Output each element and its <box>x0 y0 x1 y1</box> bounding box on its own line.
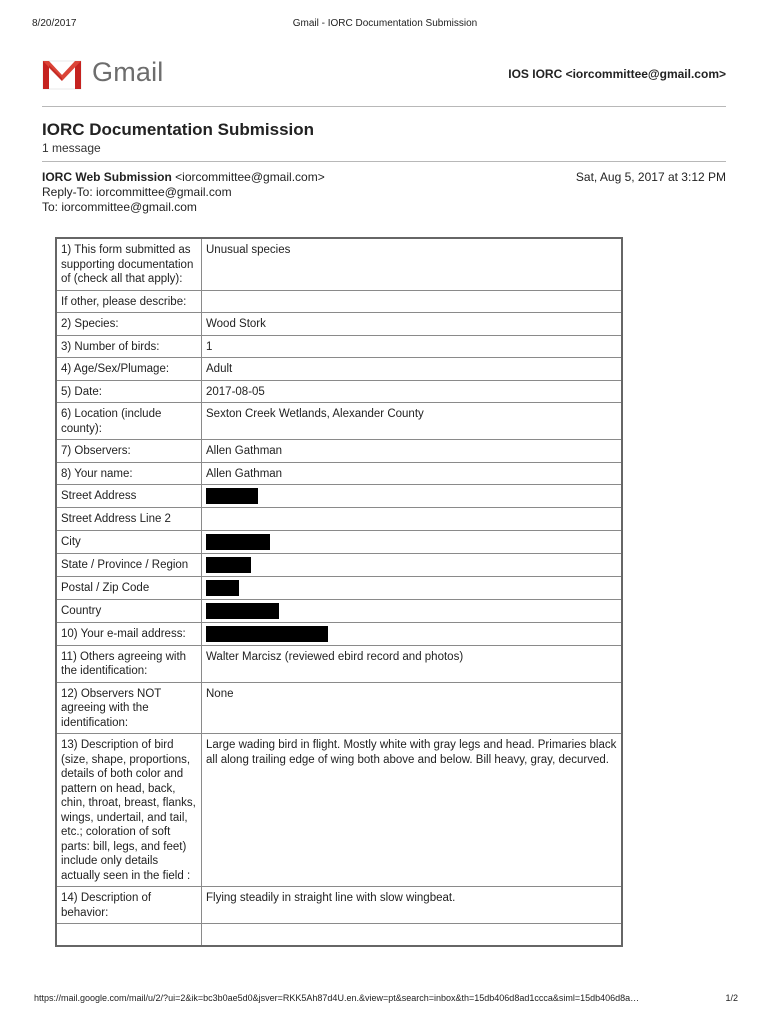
form-field-value: Wood Stork <box>202 313 623 336</box>
form-field-label: 2) Species: <box>56 313 202 336</box>
form-field-label: 14) Description of behavior: <box>56 887 202 924</box>
form-row <box>56 462 622 485</box>
form-field-label: Street Address <box>56 485 202 508</box>
form-body <box>56 238 622 946</box>
form-field-label: 12) Observers NOT agreeing with the identification: <box>56 682 202 734</box>
form-field-value: Allen Gathman <box>202 462 623 485</box>
form-row <box>56 599 622 622</box>
form-field-label: 8) Your name: <box>56 462 202 485</box>
submission-form-table <box>55 237 623 947</box>
header-divider <box>42 106 726 107</box>
form-field-label: 11) Others agreeing with the identification: <box>56 645 202 682</box>
form-row <box>56 238 622 290</box>
form-field-value: None <box>202 682 623 734</box>
form-field-value <box>202 599 623 622</box>
form-field-label: City <box>56 530 202 553</box>
to-line: To: iorcommittee@gmail.com <box>42 200 197 214</box>
form-row <box>56 734 622 887</box>
form-row <box>56 440 622 463</box>
form-field-label <box>56 924 202 946</box>
from-line <box>42 170 325 185</box>
form-field-value: 2017-08-05 <box>202 380 623 403</box>
redaction-block <box>206 580 239 596</box>
form-row <box>56 508 622 531</box>
form-row <box>56 403 622 440</box>
form-field-label: 1) This form submitted as supporting documentation of (check all that apply): <box>56 238 202 290</box>
form-row <box>56 380 622 403</box>
form-row <box>56 622 622 645</box>
form-field-label: 7) Observers: <box>56 440 202 463</box>
redaction-block <box>206 488 258 504</box>
form-row <box>56 682 622 734</box>
form-field-value <box>202 485 623 508</box>
form-field-value <box>202 290 623 313</box>
form-field-label: 3) Number of birds: <box>56 335 202 358</box>
form-row <box>56 576 622 599</box>
form-field-value <box>202 576 623 599</box>
form-field-value: Allen Gathman <box>202 440 623 463</box>
print-header <box>32 18 738 32</box>
form-field-value: Large wading bird in flight. Mostly white with gray legs and head. Primaries black all along trailing edge of wing both above and below. Bill heavy, gray, decurved. <box>202 734 623 887</box>
message-count: 1 message <box>42 141 101 155</box>
form-row <box>56 313 622 336</box>
form-row <box>56 335 622 358</box>
form-field-value: Walter Marcisz (reviewed ebird record and photos) <box>202 645 623 682</box>
form-row <box>56 485 622 508</box>
page-number: 1/2 <box>725 993 738 1003</box>
sender-block <box>42 170 325 215</box>
form-row <box>56 553 622 576</box>
form-row <box>56 645 622 682</box>
form-field-value: 1 <box>202 335 623 358</box>
gmail-logo <box>42 57 164 90</box>
gmail-m-icon <box>42 60 82 90</box>
redaction-block <box>206 603 279 619</box>
form-row <box>56 358 622 381</box>
form-field-label: 5) Date: <box>56 380 202 403</box>
form-row <box>56 530 622 553</box>
gmail-wordmark: Gmail <box>92 57 164 87</box>
form-field-value <box>202 924 623 946</box>
email-subject: IORC Documentation Submission <box>42 120 315 139</box>
form-field-label: Country <box>56 599 202 622</box>
reply-to-line: Reply-To: iorcommittee@gmail.com <box>42 185 232 199</box>
print-footer <box>34 993 738 1005</box>
sent-date: Sat, Aug 5, 2017 at 3:12 PM <box>575 170 726 184</box>
print-date: 8/20/2017 <box>32 18 77 29</box>
form-field-value <box>202 530 623 553</box>
form-field-label: State / Province / Region <box>56 553 202 576</box>
form-field-value: Adult <box>202 358 623 381</box>
form-row <box>56 887 622 924</box>
form-field-label: Street Address Line 2 <box>56 508 202 531</box>
redaction-block <box>206 557 251 573</box>
form-row <box>56 924 622 946</box>
form-field-label: Postal / Zip Code <box>56 576 202 599</box>
redaction-block <box>206 534 270 550</box>
form-row <box>56 290 622 313</box>
footer-url: https://mail.google.com/mail/u/2/?ui=2&ik=bc3b0ae5d0&jsver=RKK5Ah87d4U.en.&view=pt&search=inbox&th=15db406d8ad1ccca&siml=15db406d8a… <box>34 993 640 1003</box>
redaction-block <box>206 626 328 642</box>
form-field-value: Unusual species <box>202 238 623 290</box>
account-label: IOS IORC <iorcommittee@gmail.com> <box>508 67 726 81</box>
subject-divider <box>42 161 726 162</box>
form-field-label: If other, please describe: <box>56 290 202 313</box>
form-field-label: 6) Location (include county): <box>56 403 202 440</box>
form-field-value: Sexton Creek Wetlands, Alexander County <box>202 403 623 440</box>
form-field-label: 4) Age/Sex/Plumage: <box>56 358 202 381</box>
form-field-value <box>202 622 623 645</box>
form-field-label: 13) Description of bird (size, shape, proportions, details of both color and pattern on head, back, chin, throat, breast, flanks, wings, undertail, and tail, etc.; coloration of soft parts: bill, legs, and feet) include only details actually seen in the field : <box>56 734 202 887</box>
sender-name: IORC Web Submission <box>42 170 172 184</box>
form-field-label: 10) Your e-mail address: <box>56 622 202 645</box>
form-field-value <box>202 553 623 576</box>
print-title: Gmail - IORC Documentation Submission <box>292 18 478 29</box>
form-field-value: Flying steadily in straight line with slow wingbeat. <box>202 887 623 924</box>
form-field-value <box>202 508 623 531</box>
sender-email: <iorcommittee@gmail.com> <box>175 170 325 184</box>
